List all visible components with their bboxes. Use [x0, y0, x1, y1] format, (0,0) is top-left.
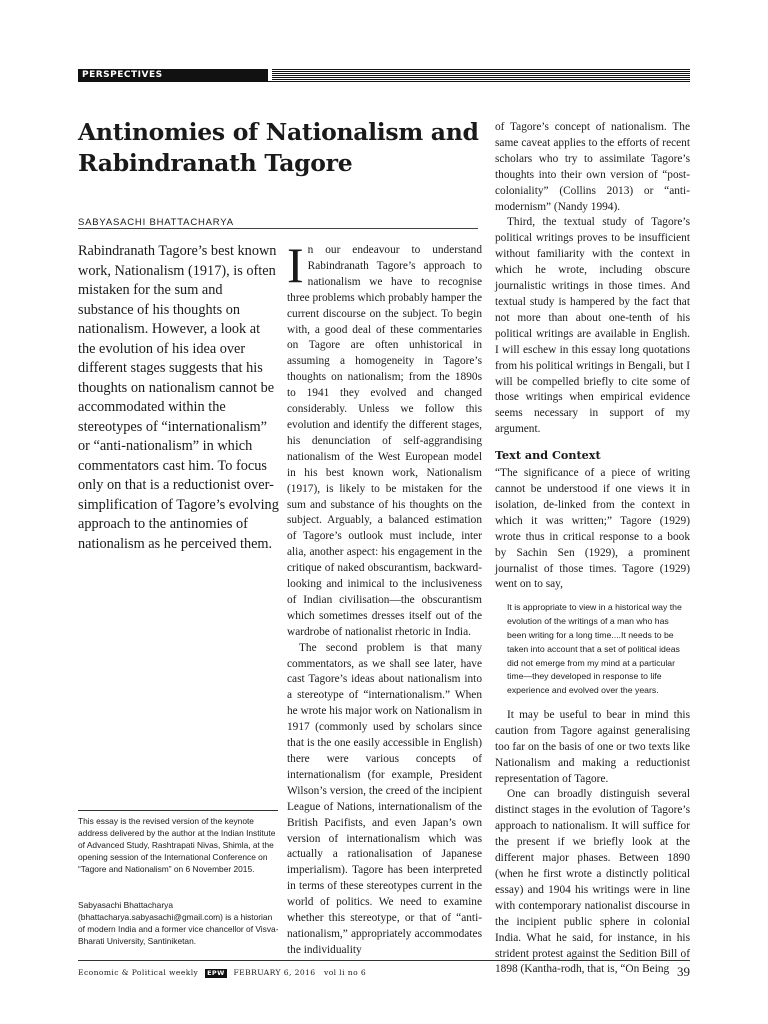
byline-divider [78, 228, 478, 229]
journal-name: Economic & Political weekly [78, 968, 199, 977]
author-byline: SABYASACHI BHATTACHARYA [78, 217, 234, 228]
issue-volume: vol li no 6 [324, 968, 367, 977]
essay-note: This essay is the revised version of the keynote address delivered by the author at the Indian Institute of Advanced Study, Rashtrapati Nivas, Shimla, at the opening session of the International Conference on “Tagore and Nationalism” on 6 November 2015. [78, 816, 276, 875]
note-divider [78, 810, 278, 811]
body-column-right [495, 120, 690, 978]
header-rules [272, 69, 690, 81]
paragraph: The second problem is that many commentators, as we shall see later, have cast Tagore’s ideas about nationalism into a stereotype of “internationalism.” When he wrote his major work on Nationalism in 1917 (commonly used by scholars since that is the one easily accessible in English) there were various concepts of internationalism (for example, President Wilson’s version, the creed of the incipient League of Nations, internationalism of the British Pacifists, and even Japan’s own version of internationalism which was actually a rationalisation of Japanese imperialism). Tagore has been interpreted in terms of these stereotypes current in the world of politics. We need to examine whether this stereotype, or that of “anti-nationalism,” appropriately accommodates the individuality [287, 641, 483, 956]
section-tag: PERSPECTIVES [78, 69, 268, 81]
footer-info [78, 968, 366, 978]
paragraph: of Tagore’s concept of nationalism. The same caveat applies to the efforts of recent scholars who try to assimilate Tagore’s thoughts into their own version of “post-coloniality” (Collins 2013) or “anti-modernism” (Nandy 1994). [495, 121, 690, 213]
page-number: 39 [677, 964, 690, 979]
paragraph-intro-text: n our endeavour to understand Rabindranath Tagore’s approach to nationalism we have to recognise three problems which probably hamper the current discourse on the subject. To begin with, a good deal of these commentaries on Tagore are often unhistorical in assuming a homogeneity in Tagore’s thoughts on nationalism; from the 1890s to 1941 they evolved and changed considerably. Unless we follow this evolution and identify the different stages, his denunciation of self-aggrandising nationalism of the West European model in his best known work, Nationalism (1917), is likely to be mistaken for the sum and substance of his thoughts on the subject. Arguably, a balanced estimation of Tagore’s outlook must include, inter alia, another aspect: his engagement in the critique of naked obscurantism, backward-looking and inimical to the inclusiveness of Indian civilisation—the obscurantism which sometimes dresses itself out of the wardrobe of nationalist rhetoric in India. [287, 244, 482, 638]
paragraph: It may be useful to bear in mind this caution from Tagore against generalising too far on the basis of one or two texts like Nationalism and making a reductionist representation of Tagore. [495, 708, 690, 785]
issue-date: FEBRUARY 6, 2016 [233, 968, 316, 977]
article-title: Antinomies of Nationalism and Rabindranath Tagore [78, 118, 479, 177]
epw-logo: EPW [207, 968, 225, 977]
body-column-middle [287, 237, 483, 959]
footer-divider [78, 960, 690, 961]
drop-cap: I [287, 237, 304, 293]
header-baseline [78, 81, 690, 82]
article-abstract: Rabindranath Tagore’s best known work, Nationalism (1917), is often mistaken for the sum and substance of his thoughts on nationalism. However, a look at the evolution of his idea over different stages suggests that his thoughts on nationalism cannot be accommodated within the stereotypes of “internationalism” or “anti-nationalism” in which commentators cast him. To focus only on that is a reductionist over-simplification of Tagore’s evolving approach to the antinomies of nationalism as he perceived them. [78, 243, 279, 552]
author-note: Sabyasachi Bhattacharya (bhattacharya.sabyasachi@gmail.com) is a historian of modern India and a former vice chancellor of Visva-Bharati University, Santiniketan. [78, 900, 279, 947]
paragraph: Third, the textual study of Tagore’s political writings proves to be insufficient without familiarity with the context in which he wrote, including obscure journalistic writings in those times. And textual study is hampered by the fact that not more than about one-tenth of his political writings are available in English. I will eschew in this essay long quotations from his political writings in Bengali, but I will be compelled briefly to cite some of those writings when empirical evidence seems necessary in support of my argument. [495, 216, 690, 436]
paragraph-intro [287, 237, 482, 641]
block-quote: It is appropriate to view in a historical way the evolution of the writings of a man who has been writing for a long time....It needs to be taken into account that a set of political ideas did not emerge from my mind at a particular time—they developed in response to life experience and evolved over the years. [507, 602, 682, 696]
section-heading: Text and Context [495, 448, 601, 463]
paragraph: “The significance of a piece of writing cannot be understood if one views it in isolation, de-linked from the context in which it was written;” Tagore (1929) wrote thus in critical response to a book by Sachin Sen (1929), a prominent journalist of those times. Tagore (1929) went on to say, [495, 467, 690, 591]
paragraph: One can broadly distinguish several distinct stages in the evolution of Tagore’s approach to nationalism. It will suffice for the present if we briefly look at the different major phases. Between 1890 (when he first wrote a distinctly political essay) and 1904 his writings were in line with contemporary nationalist discourse in the incipient public sphere in colonial India. What he said, for instance, in his strident protest against the Sedition Bill of 1898 (Kantha-rodh, that is, “On Being [495, 788, 690, 976]
